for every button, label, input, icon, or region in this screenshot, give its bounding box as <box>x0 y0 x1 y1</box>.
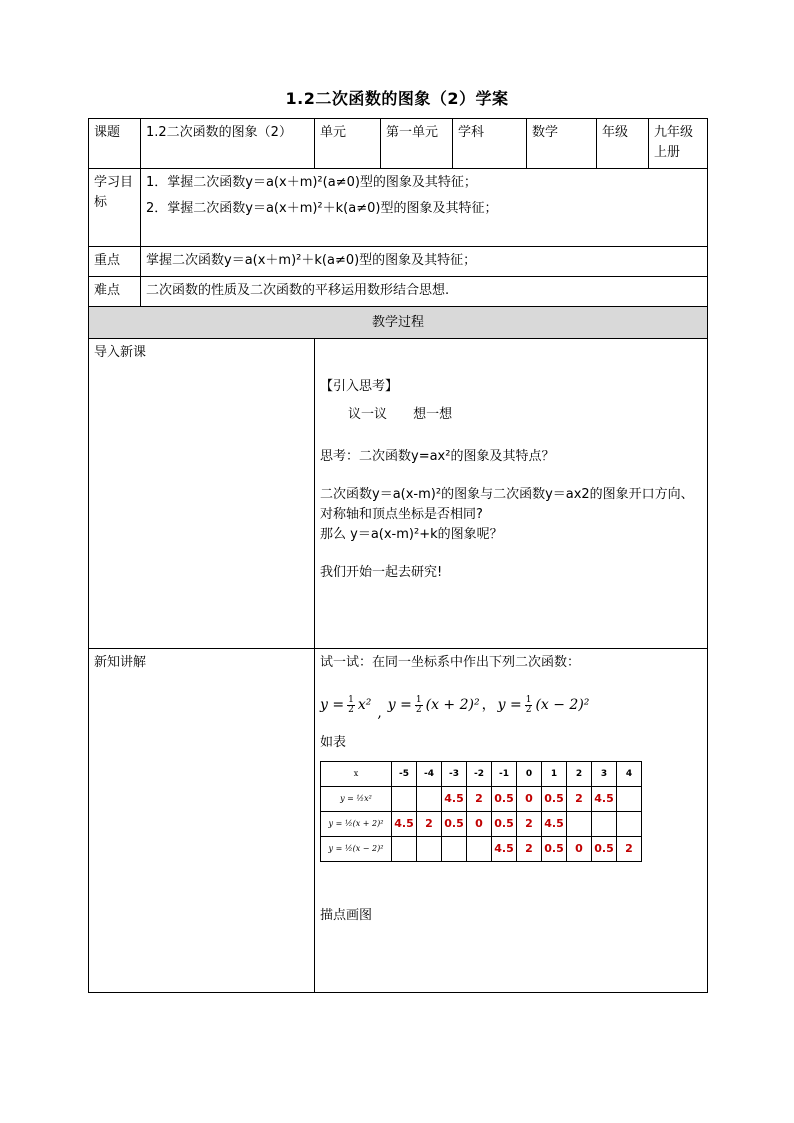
goal-item: 1．掌握二次函数y＝a(x＋m)²(a≠0)型的图象及其特征； <box>146 175 477 190</box>
y-value: 2 <box>417 812 442 837</box>
x-value: 3 <box>592 762 617 787</box>
intro-q1: 思考：二次函数y=ax²的图象及其特点？ <box>320 449 555 464</box>
formula-y: y = <box>497 697 522 713</box>
formula-1-tail: x² <box>357 697 372 713</box>
newknow-label-text: 新知讲解 <box>94 655 147 670</box>
y-value <box>417 837 442 862</box>
unit-value: 第一单元 <box>381 119 453 169</box>
unit-label: 单元 <box>315 119 381 169</box>
y-value: 0 <box>467 812 492 837</box>
y-value: 4.5 <box>442 787 467 812</box>
x-value: 0 <box>517 762 542 787</box>
row-label: y = ½x² <box>321 787 392 812</box>
lesson-table <box>88 118 708 993</box>
intro-q2: 二次函数y＝a(x-m)²的图象与二次函数y＝ax2的图象开口方向、对称轴和顶点坐标是否相同? <box>320 487 694 522</box>
key-point-text: 掌握二次函数y＝a(x＋m)²＋k(a≠0)型的图象及其特征； <box>141 247 708 277</box>
y-value: 2 <box>517 812 542 837</box>
y-value: 0 <box>517 787 542 812</box>
y-value: 0.5 <box>542 787 567 812</box>
goals-label: 学习目标 <box>89 169 141 247</box>
grade-value: 九年级上册 <box>649 119 708 169</box>
formula-sep: , <box>377 705 382 721</box>
function-formulas <box>320 694 702 721</box>
goal-item: 2．掌握二次函数y＝a(x＋m)²＋k(a≠0)型的图象及其特征； <box>146 201 498 216</box>
table-caption: 如表 <box>320 735 347 750</box>
process-banner: 教学过程 <box>89 307 708 339</box>
y-value: 0 <box>567 837 592 862</box>
frac-den: 2 <box>525 704 532 715</box>
fraction-half <box>415 696 423 715</box>
subject-value: 数学 <box>527 119 597 169</box>
y-value: 2 <box>467 787 492 812</box>
topic-label: 课题 <box>89 119 141 169</box>
fraction-half <box>347 696 355 715</box>
table-row <box>321 787 642 812</box>
x-value: -5 <box>392 762 417 787</box>
y-value <box>392 787 417 812</box>
y-value: 4.5 <box>492 837 517 862</box>
goals-content <box>141 169 708 247</box>
plot-caption: 描点画图 <box>320 908 373 923</box>
y-value: 4.5 <box>542 812 567 837</box>
difficulty-label: 难点 <box>89 277 141 307</box>
newknow-content <box>315 649 708 993</box>
y-value <box>392 837 417 862</box>
x-value: 1 <box>542 762 567 787</box>
y-value: 2 <box>567 787 592 812</box>
grade-label: 年级 <box>597 119 649 169</box>
frac-den: 2 <box>415 704 422 715</box>
y-value: 2 <box>617 837 642 862</box>
y-value: 4.5 <box>592 787 617 812</box>
x-value: -2 <box>467 762 492 787</box>
y-value <box>467 837 492 862</box>
intro-label <box>89 339 315 649</box>
difficulty-text: 二次函数的性质及二次函数的平移运用数形结合思想. <box>141 277 708 307</box>
formula-comma: ， <box>481 697 496 713</box>
table-row <box>321 837 642 862</box>
x-value: 4 <box>617 762 642 787</box>
frac-num: 1 <box>348 694 354 705</box>
intro-q4: 我们开始一起去研究! <box>320 565 443 580</box>
newknow-prompt: 试一试：在同一坐标系中作出下列二次函数： <box>320 655 581 670</box>
intro-q3: 那么 y＝a(x-m)²+k的图象呢？ <box>320 527 503 542</box>
x-value: -4 <box>417 762 442 787</box>
intro-heading: 【引入思考】 <box>320 379 399 394</box>
subject-label: 学科 <box>453 119 527 169</box>
frac-num: 1 <box>525 694 532 705</box>
y-value: 2 <box>517 837 542 862</box>
row-label: y = ½(x − 2)² <box>321 837 392 862</box>
x-value: -1 <box>492 762 517 787</box>
page-title: 1.2二次函数的图象（2）学案 <box>285 89 509 108</box>
y-value: 0.5 <box>442 812 467 837</box>
x-value: 2 <box>567 762 592 787</box>
row-label: y = ½(x + 2)² <box>321 812 392 837</box>
key-point-label: 重点 <box>89 247 141 277</box>
frac-num: 1 <box>415 694 422 705</box>
y-value <box>592 812 617 837</box>
topic-value: 1.2二次函数的图象（2） <box>141 119 315 169</box>
y-value <box>617 812 642 837</box>
formula-2-tail: (x + 2)² <box>425 697 480 713</box>
y-value <box>442 837 467 862</box>
fraction-half <box>525 696 533 715</box>
newknow-label <box>89 649 315 993</box>
y-value <box>617 787 642 812</box>
table-row <box>321 812 642 837</box>
y-value: 0.5 <box>492 787 517 812</box>
y-value: 0.5 <box>592 837 617 862</box>
formula-3-tail: (x − 2)² <box>535 697 590 713</box>
y-value <box>417 787 442 812</box>
formula-y: y = <box>387 697 412 713</box>
x-header: x <box>321 762 392 787</box>
y-value: 0.5 <box>542 837 567 862</box>
values-table <box>320 761 642 862</box>
intro-label-text: 导入新课 <box>94 345 147 360</box>
y-value: 0.5 <box>492 812 517 837</box>
x-value: -3 <box>442 762 467 787</box>
intro-content <box>315 339 708 649</box>
intro-sub: 议一议 想一想 <box>348 407 453 422</box>
y-value <box>567 812 592 837</box>
formula-y: y = <box>320 697 345 713</box>
frac-den: 2 <box>348 704 354 715</box>
y-value: 4.5 <box>392 812 417 837</box>
